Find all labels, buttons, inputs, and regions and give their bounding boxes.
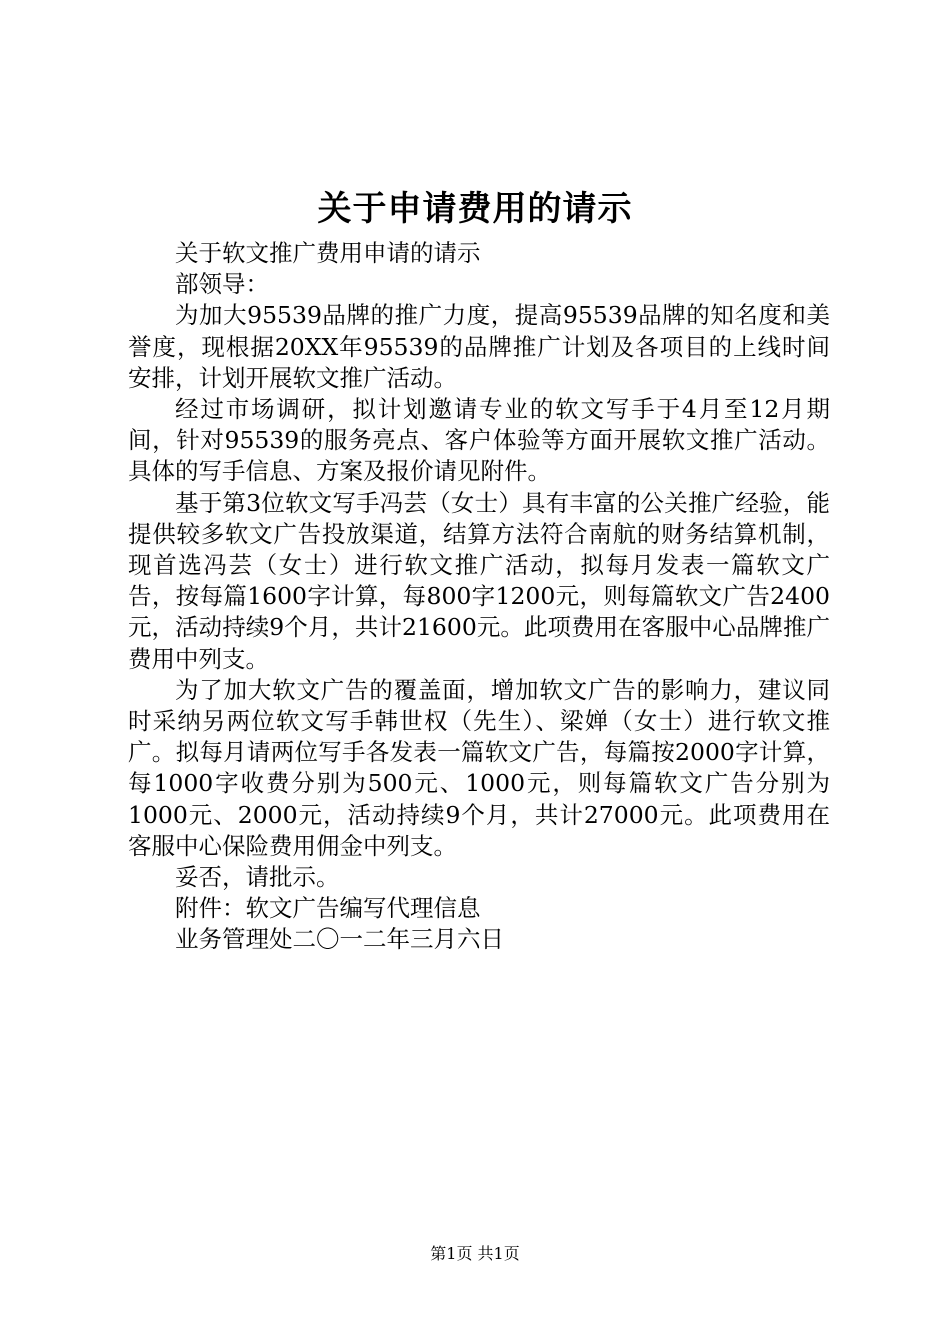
signature-date-line: 业务管理处二〇一二年三月六日 xyxy=(175,925,504,954)
paragraph-background: 为加大95539品牌的推广力度，提高95539品牌的知名度和美誉度，现根据20XX年95539的品牌推广计划及各项目的上线时间安排，计划开展软文推广活动。 xyxy=(128,301,830,392)
document-body xyxy=(128,238,830,956)
closing-request: 妥否，请批示。 xyxy=(175,863,340,892)
document-title: 关于申请费用的请示 xyxy=(317,189,633,229)
page-number-footer: 第1页 共1页 xyxy=(430,1244,520,1263)
paragraph-additional-writers: 为了加大软文广告的覆盖面，增加软文广告的影响力，建议同时采纳另两位软文写手韩世权（先生）、梁婵（女士）进行软文推广。拟每月请两位写手各发表一篇软文广告，每篇按2000字计算，每1000字收费分别为500元、1000元，则每篇软文广告分别为1000元、2000元，活动持续9个月，共计27000元。此项费用在客服中心保险费用佣金中列支。 xyxy=(128,675,830,860)
paragraph-primary-writer: 基于第3位软文写手冯芸（女士）具有丰富的公关推广经验，能提供较多软文广告投放渠道，结算方法符合南航的财务结算机制，现首选冯芸（女士）进行软文推广活动，拟每月发表一篇软文广告，按每篇1600字计算，每800字1200元，则每篇软文广告2400元，活动持续9个月，共计21600元。此项费用在客服中心品牌推广费用中列支。 xyxy=(128,488,830,673)
attachment-line: 附件：软文广告编写代理信息 xyxy=(175,894,481,923)
paragraph-research: 经过市场调研，拟计划邀请专业的软文写手于4月至12月期间，针对95539的服务亮点、客户体验等方面开展软文推广活动。具体的写手信息、方案及报价请见附件。 xyxy=(128,395,830,486)
subject-line: 关于软文推广费用申请的请示 xyxy=(175,239,481,267)
salutation: 部领导： xyxy=(175,270,269,299)
